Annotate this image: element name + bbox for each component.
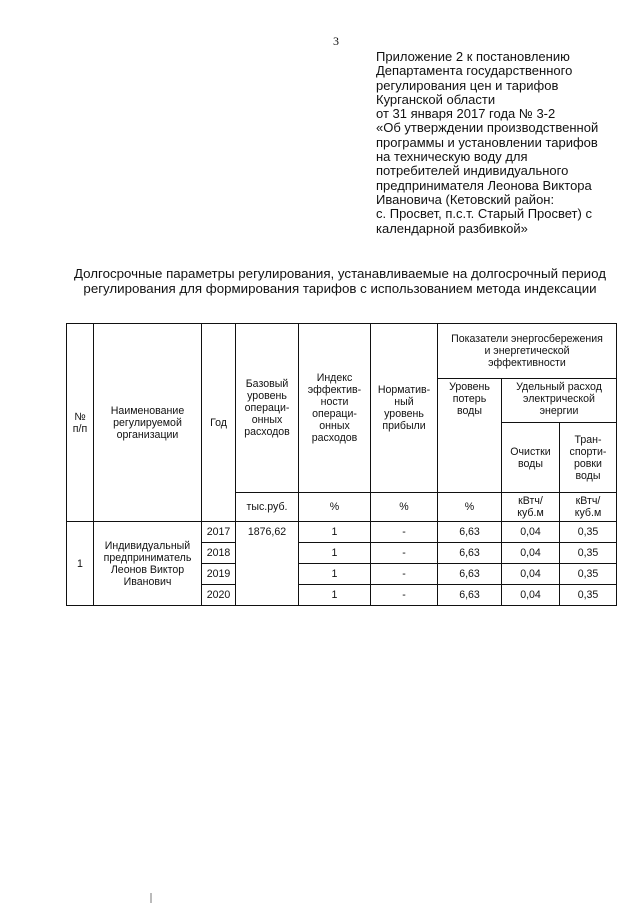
- appendix-header: [376, 50, 638, 236]
- cell-index: 1: [299, 522, 371, 543]
- appendix-line: регулирования цен и тарифов: [376, 77, 559, 93]
- table-row: [67, 522, 617, 543]
- header-transport: Тран- спорти- ровки воды: [560, 423, 617, 493]
- parameters-table: [66, 323, 617, 606]
- unit-cleaning: кВтч/ куб.м: [502, 493, 560, 522]
- appendix-line: Ивановича (Кетовский район:: [376, 191, 555, 207]
- cell-transport: 0,35: [560, 585, 617, 606]
- cell-profit: -: [371, 543, 438, 564]
- unit-index: %: [299, 493, 371, 522]
- header-energy-group: Показатели энергосбережения и энергетической эффективности: [438, 324, 617, 379]
- heading-line-2: регулирования для формирования тарифов с использованием метода индексации: [83, 281, 597, 296]
- cell-year: 2017: [202, 522, 236, 543]
- cell-base-value: 1876,62: [236, 522, 299, 606]
- appendix-line: программы и установлении тарифов: [376, 134, 598, 150]
- appendix-line: с. Просвет, п.с.т. Старый Просвет) с: [376, 206, 592, 222]
- cell-transport: 0,35: [560, 543, 617, 564]
- cell-profit: -: [371, 522, 438, 543]
- cell-losses: 6,63: [438, 543, 502, 564]
- appendix-line: календарной разбивкой»: [376, 220, 528, 236]
- cell-losses: 6,63: [438, 522, 502, 543]
- appendix-line: на техническую воду для: [376, 149, 528, 165]
- cell-profit: -: [371, 585, 438, 606]
- appendix-line: потребителей индивидуального: [376, 163, 569, 179]
- cell-cleaning: 0,04: [502, 564, 560, 585]
- header-org: Наименование регулируемой организации: [94, 324, 202, 522]
- cell-index: 1: [299, 585, 371, 606]
- appendix-line: предпринимателя Леонова Виктора: [376, 177, 592, 193]
- page-number: 3: [333, 34, 339, 48]
- cell-cleaning: 0,04: [502, 522, 560, 543]
- header-num: № п/п: [67, 324, 94, 522]
- cell-cleaning: 0,04: [502, 543, 560, 564]
- header-specific-consumption: Удельный расход электрической энергии: [502, 379, 617, 423]
- appendix-line: Департамента государственного: [376, 63, 573, 79]
- unit-base: тыс.руб.: [236, 493, 299, 522]
- scan-artifact: [150, 893, 152, 903]
- appendix-line: Приложение 2 к постановлению: [376, 49, 570, 64]
- header-water-losses: Уровень потерь воды: [438, 379, 502, 493]
- cell-losses: 6,63: [438, 564, 502, 585]
- cell-cleaning: 0,04: [502, 585, 560, 606]
- cell-transport: 0,35: [560, 564, 617, 585]
- cell-year: 2020: [202, 585, 236, 606]
- appendix-line: от 31 января 2017 года № 3-2: [376, 106, 556, 122]
- cell-profit: -: [371, 564, 438, 585]
- cell-year: 2018: [202, 543, 236, 564]
- cell-year: 2019: [202, 564, 236, 585]
- header-cleaning: Очистки воды: [502, 423, 560, 493]
- document-heading: [40, 266, 640, 296]
- unit-losses: %: [438, 493, 502, 522]
- cell-transport: 0,35: [560, 522, 617, 543]
- cell-index: 1: [299, 564, 371, 585]
- heading-line-1: Долгосрочные параметры регулирования, устанавливаемые на долгосрочный период: [74, 266, 606, 281]
- header-base-level: Базовый уровень операци- онных расходов: [236, 324, 299, 493]
- unit-profit: %: [371, 493, 438, 522]
- cell-losses: 6,63: [438, 585, 502, 606]
- unit-transport: кВтч/ куб.м: [560, 493, 617, 522]
- header-profit-level: Норматив- ный уровень прибыли: [371, 324, 438, 493]
- appendix-line: Курганской области: [376, 91, 496, 107]
- cell-organization: Индивидуальный предприниматель Леонов Виктор Иванович: [94, 522, 202, 606]
- header-year: Год: [202, 324, 236, 522]
- cell-index: 1: [299, 543, 371, 564]
- appendix-line: «Об утверждении производственной: [376, 120, 599, 136]
- cell-row-number: 1: [67, 522, 94, 606]
- header-efficiency-index: Индекс эффектив- ности операци- онных расходов: [299, 324, 371, 493]
